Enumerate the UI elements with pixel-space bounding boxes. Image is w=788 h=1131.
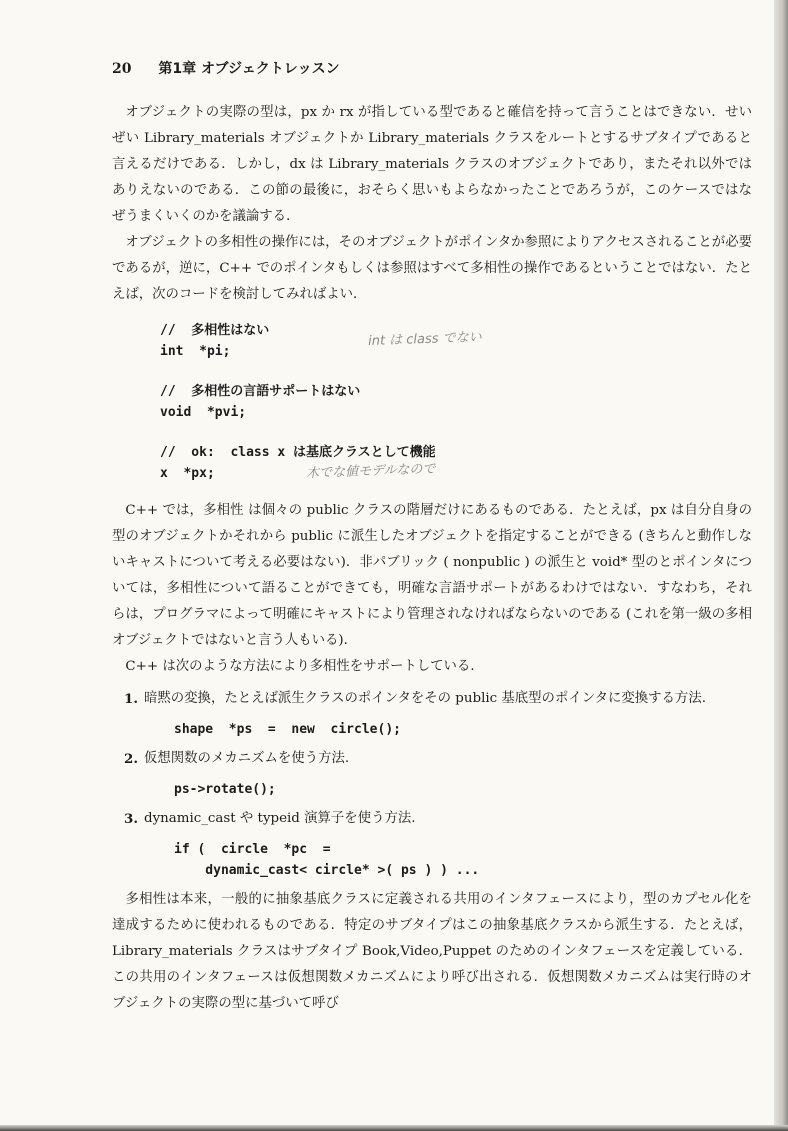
page-content [112,58,752,1017]
code-line: // ok: class x は基底クラスとして機能 [160,445,436,460]
handwritten-note: 木でな値モデルなので [305,461,436,482]
list-number: 2. [124,751,138,767]
list-text: dynamic_cast や typeid 演算子を使う方法. [144,811,416,826]
page-number: 20 [112,61,132,77]
page-edge-shadow [774,0,788,1131]
code-line: x *px; [160,466,215,481]
methods-list [112,686,752,881]
code-line: if ( circle *pc = dynamic_cast< circle* >( ps ) ) ... [174,842,480,878]
page-bottom-edge [0,1125,788,1131]
code-line: // 多相性の言語サポートはない [160,384,361,399]
list-item [112,806,752,881]
handwritten-note: int は class でない [367,330,482,349]
list-number: 1. [124,691,138,707]
chapter-title: 第1章 オブジェクトレッスン [158,61,340,77]
code-line: int *pi; [160,344,231,359]
paragraph-3: C++ では，多相性 は個々の public クラスの階層だけにあるものである．たとえば，px は自分自身の型のオブジェクトかそれから public に派生したオブジェクトを指定することができる (きちんと動作しないキャストについて考える必要はない)．非パブリック ( nonpublic ) の派生と void* 型のとポインタについては，多相性について語ることができても，明確な言語サポートがあるわけではない．すなわち，それらは，プログラマによって明確にキャストにより管理されなければならないのである (これを第一級の多相オブジェクトではないと言う人もいる)． [112,503,752,648]
list-item [112,746,752,800]
code-line: void *pvi; [160,405,247,420]
paragraph-1: オブジェクトの実際の型は，px か rx が指している型であると確信を持って言うことはできない．せいぜい Library_materials オブジェクトか Library_materials クラスをルートとするサブタイプであると言えるだけである．しかし，dx は Library_materials クラスのオブジェクトであり，またそれ以外ではありえないのである．この節の最後に，おそらく思いもよらなかったことであろうが，このケースではなぜうまくいくのかを議論する． [112,105,752,224]
list-number: 3. [124,811,138,827]
paragraph-5: 多相性は本来，一般的に抽象基底クラスに定義される共用のインタフェースにより，型のカプセル化を達成するために使われるものである．特定のサブタイプはこの抽象基底クラスから派生する．たとえば，Library_materials クラスはサブタイプ Book,Video,Puppet のためのインタフェースを定義している．この共用のインタフェースは仮想関数メカニズムにより呼び出される．仮想関数メカニズムは実行時のオブジェクトの実際の型に基づいて呼び [112,892,752,1011]
list-text: 暗黙の変換，たとえば派生クラスのポインタをその public 基底型のポインタに変換する方法. [144,691,706,706]
list-text: 仮想関数のメカニズムを使う方法. [144,751,350,766]
list-item [112,686,752,740]
code-line: shape *ps = new circle(); [174,722,401,737]
code-line: ps->rotate(); [174,782,276,797]
running-header [112,58,752,78]
paragraph-4: C++ は次のような方法により多相性をサポートしている． [125,659,484,674]
paragraph-2: オブジェクトの多相性の操作には，そのオブジェクトがポインタか参照によりアクセスされることが必要であるが，逆に，C++ でのポインタもしくは参照はすべて多相性の操作であるということではない．たとえば，次のコードを検討してみればよい． [112,235,752,302]
code-line: // 多相性はない [160,323,270,338]
code-block-declarations [160,320,752,484]
